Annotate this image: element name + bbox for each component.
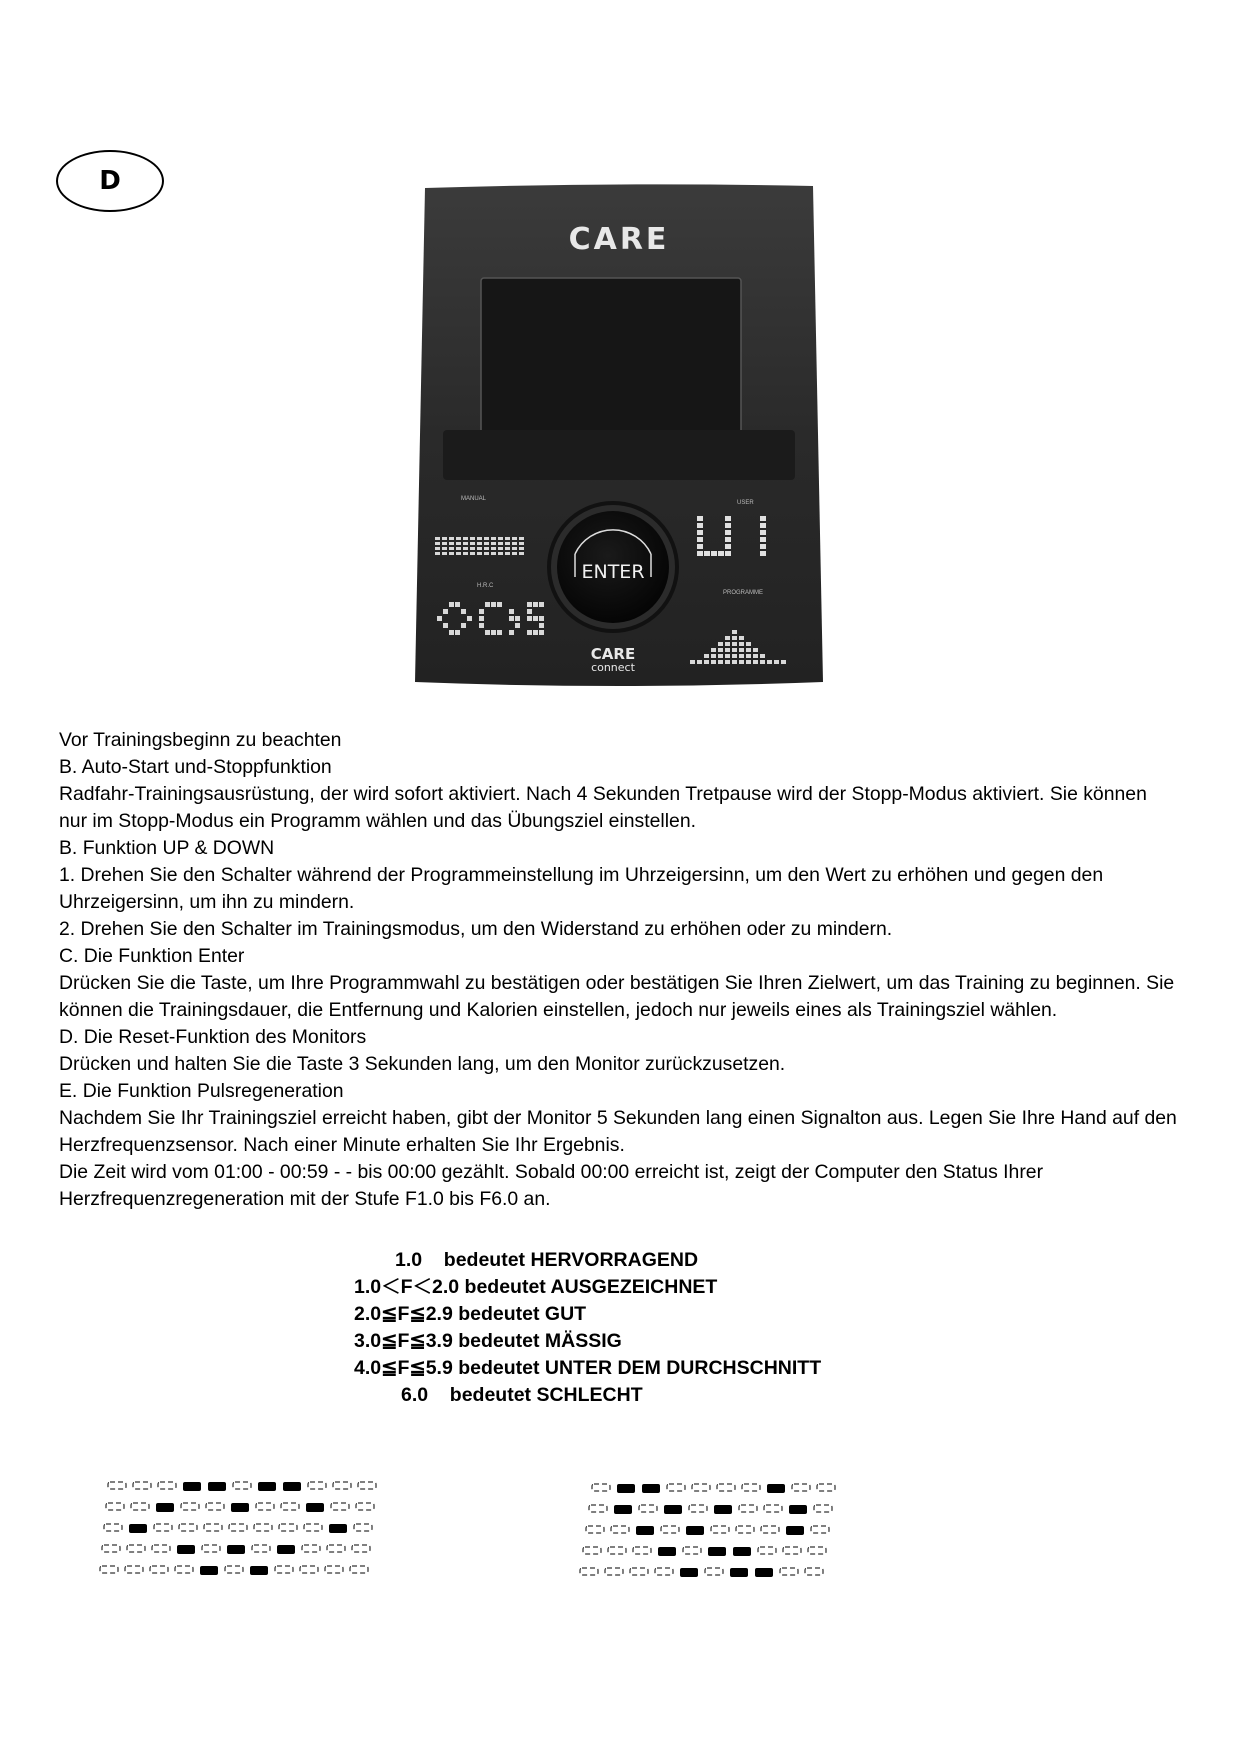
led-cell <box>484 542 489 545</box>
led-cell <box>704 654 709 658</box>
led-cell <box>449 630 454 635</box>
led-dot-off <box>302 1545 320 1552</box>
led-cell <box>484 537 489 540</box>
led-dot-off <box>254 1524 272 1531</box>
led-cell <box>498 547 503 550</box>
led-dot-off <box>308 1482 326 1489</box>
led-cell <box>497 630 502 635</box>
led-cell <box>760 523 766 528</box>
led-cell <box>456 552 461 555</box>
led-dot-off <box>764 1505 782 1512</box>
led-cell <box>435 542 440 545</box>
led-cell <box>479 623 484 628</box>
led-cell <box>477 552 482 555</box>
led-cell <box>443 623 448 628</box>
led-dot-off <box>780 1568 798 1575</box>
led-cell <box>515 623 520 628</box>
led-dot-on <box>733 1547 751 1556</box>
led-cell <box>455 630 460 635</box>
led-dot-off <box>633 1547 651 1554</box>
led-cell <box>732 654 737 658</box>
led-dot-off <box>100 1566 118 1573</box>
led-dot-on <box>177 1545 195 1554</box>
led-cell <box>760 537 766 542</box>
led-dot-on <box>767 1484 785 1493</box>
led-dot-off <box>639 1505 657 1512</box>
led-dot-on <box>708 1547 726 1556</box>
led-cell <box>512 547 517 550</box>
scale-line: 6.0 bedeutet SCHLECHT <box>401 1384 643 1406</box>
scale-line: 1.0 bedeutet HERVORRAGEND <box>395 1249 699 1271</box>
led-dot-off <box>104 1524 122 1531</box>
led-cell <box>485 630 490 635</box>
led-cell <box>718 654 723 658</box>
led-dot-off <box>327 1545 345 1552</box>
led-cell <box>725 544 731 549</box>
led-cell <box>725 636 730 640</box>
led-cell <box>739 660 744 664</box>
led-dot-off <box>225 1566 243 1573</box>
led-cell <box>498 542 503 545</box>
paragraph: Drücken Sie die Taste, um Ihre Programmwahl zu bestätigen oder bestätigen Sie Ihren Zielwert, um das Training zu beginnen. Sie können die Trainingsdauer, die Entfernung und Kalorien einstellen, jedoch nur jeweils eines als Trainingsziel wählen. <box>59 972 1175 1021</box>
led-dot-on <box>664 1505 682 1514</box>
led-dot-on <box>789 1505 807 1514</box>
led-cell <box>533 616 538 621</box>
paragraph: Drücken und halten Sie die Taste 3 Sekunden lang, um den Monitor zurückzusetzen. <box>59 1053 786 1075</box>
led-cell <box>509 616 514 621</box>
led-dot-on <box>617 1484 635 1493</box>
led-dot-off <box>811 1526 829 1533</box>
led-cell <box>463 542 468 545</box>
led-cell <box>509 609 514 614</box>
led-cell <box>443 609 448 614</box>
label-manual: MANUAL <box>461 496 487 502</box>
led-dot-on <box>658 1547 676 1556</box>
led-dot-off <box>352 1545 370 1552</box>
led-dot-off <box>300 1566 318 1573</box>
led-dot-on <box>686 1526 704 1535</box>
led-dot-off <box>592 1484 610 1491</box>
scale-line: 3.0≦F≦3.9 bedeutet MÄSSIG <box>354 1330 622 1352</box>
led-cell <box>442 552 447 555</box>
led-dot-off <box>108 1482 126 1489</box>
led-dot-off <box>692 1484 710 1491</box>
led-dot-off <box>586 1526 604 1533</box>
led-dot-off <box>739 1505 757 1512</box>
led-cell <box>491 552 496 555</box>
footer-sub: connect <box>591 661 635 674</box>
paragraph: D. Die Reset-Funktion des Monitors <box>59 1026 367 1048</box>
label-user: USER <box>737 500 754 506</box>
led-cell <box>539 616 544 621</box>
led-cell <box>718 648 723 652</box>
label-programme: PROGRAMME <box>723 590 764 596</box>
led-dot-on <box>183 1482 201 1491</box>
led-cell <box>711 654 716 658</box>
instructions-text <box>59 727 1179 1213</box>
led-dot-off <box>356 1503 374 1510</box>
led-cell <box>760 516 766 521</box>
led-dot-off <box>150 1566 168 1573</box>
led-cell <box>456 547 461 550</box>
led-cell <box>463 547 468 550</box>
led-cell <box>505 537 510 540</box>
led-cell <box>435 537 440 540</box>
led-cell <box>479 616 484 621</box>
led-cell <box>704 660 709 664</box>
monitor-screen <box>481 278 741 434</box>
led-cell <box>760 551 766 556</box>
led-cell <box>512 542 517 545</box>
led-cell <box>725 537 731 542</box>
section-badge <box>56 150 164 212</box>
led-cell <box>533 630 538 635</box>
led-cell <box>470 552 475 555</box>
led-cell <box>449 537 454 540</box>
led-dot-off <box>256 1503 274 1510</box>
led-cell <box>435 547 440 550</box>
monitor-photo <box>415 182 823 690</box>
led-dot-off <box>158 1482 176 1489</box>
led-dot-on <box>129 1524 147 1533</box>
led-cell <box>527 616 532 621</box>
led-dot-on <box>200 1566 218 1575</box>
led-cell <box>753 648 758 652</box>
led-cell <box>449 547 454 550</box>
led-dot-off <box>705 1568 723 1575</box>
recovery-scale <box>0 1247 1240 1409</box>
led-dot-off <box>204 1524 222 1531</box>
led-cell <box>505 552 510 555</box>
led-cell <box>739 642 744 646</box>
led-cell <box>697 544 703 549</box>
paragraph: 1. Drehen Sie den Schalter während der Programmeinstellung im Uhrzeigersinn, um den Wert zu erhöhen und gegen den Uhrzeigersinn, um ihn zu mindern. <box>59 864 1104 913</box>
led-cell <box>774 660 779 664</box>
led-cell <box>491 537 496 540</box>
led-dot-off <box>154 1524 172 1531</box>
led-cell <box>746 654 751 658</box>
led-cell <box>725 523 731 528</box>
led-cell <box>435 552 440 555</box>
paragraph: B. Funktion UP & DOWN <box>59 837 275 859</box>
led-cell <box>484 547 489 550</box>
paragraph: Die Zeit wird vom 01:00 - 00:59 - - bis 00:00 gezählt. Sobald 00:00 erreicht ist, zeigt der Computer den Status Ihrer Herzfrequenzregeneration mit der Stufe F1.0 bis F6.0 an. <box>59 1161 1044 1210</box>
led-cell <box>461 623 466 628</box>
led-cell <box>732 660 737 664</box>
led-cell <box>455 602 460 607</box>
led-dot-off <box>133 1482 151 1489</box>
led-cell <box>725 516 731 521</box>
led-pattern-left <box>92 1478 428 1594</box>
paragraph: Nachdem Sie Ihr Trainingsziel erreicht haben, gibt der Monitor 5 Sekunden lang einen Signalton aus. Legen Sie Ihre Hand auf den Herzfrequenzsensor. Nach einer Minute erhalten Sie Ihr Ergebnis. <box>59 1107 1177 1156</box>
led-cell <box>697 551 703 556</box>
led-cell <box>463 552 468 555</box>
led-dot-on <box>227 1545 245 1554</box>
led-cell <box>711 660 716 664</box>
led-cell <box>753 654 758 658</box>
section-badge-label: D <box>99 166 121 196</box>
led-cell <box>461 609 466 614</box>
led-cell <box>509 630 514 635</box>
led-dot-off <box>354 1524 372 1531</box>
led-cell <box>519 542 524 545</box>
led-cell <box>491 630 496 635</box>
led-dot-on <box>614 1505 632 1514</box>
led-dot-on <box>642 1484 660 1493</box>
led-cell <box>704 551 710 556</box>
led-dot-off <box>175 1566 193 1573</box>
led-dot-off <box>711 1526 729 1533</box>
led-cell <box>442 542 447 545</box>
led-cell <box>491 602 496 607</box>
led-cell <box>746 642 751 646</box>
led-cell <box>725 642 730 646</box>
led-cell <box>491 542 496 545</box>
led-cell <box>732 642 737 646</box>
led-cell <box>449 602 454 607</box>
led-cell <box>456 537 461 540</box>
led-cell <box>732 630 737 634</box>
led-dot-off <box>808 1547 826 1554</box>
led-cell <box>725 648 730 652</box>
led-dot-off <box>350 1566 368 1573</box>
led-dot-off <box>792 1484 810 1491</box>
led-cell <box>760 660 765 664</box>
led-cell <box>512 537 517 540</box>
led-cell <box>470 542 475 545</box>
led-cell <box>697 530 703 535</box>
led-dot-on <box>156 1503 174 1512</box>
paragraph: E. Die Funktion Pulsregeneration <box>59 1080 344 1102</box>
led-cell <box>449 542 454 545</box>
led-cell <box>690 660 695 664</box>
led-cell <box>497 602 502 607</box>
led-dot-on <box>250 1566 268 1575</box>
led-dot-off <box>630 1568 648 1575</box>
led-cell <box>519 537 524 540</box>
led-cell <box>498 537 503 540</box>
led-dot-off <box>717 1484 735 1491</box>
led-cell <box>539 602 544 607</box>
led-cell <box>505 547 510 550</box>
led-dot-off <box>106 1503 124 1510</box>
led-dot-off <box>275 1566 293 1573</box>
led-cell <box>463 537 468 540</box>
led-cell <box>449 552 454 555</box>
paragraph: B. Auto-Start und-Stoppfunktion <box>59 756 332 778</box>
enter-label: ENTER <box>581 561 645 583</box>
led-cell <box>519 552 524 555</box>
led-cell <box>760 530 766 535</box>
led-dot-on <box>755 1568 773 1577</box>
led-cell <box>519 547 524 550</box>
led-cell <box>725 654 730 658</box>
led-dot-off <box>252 1545 270 1552</box>
led-dot-off <box>589 1505 607 1512</box>
led-cell <box>732 648 737 652</box>
led-cell <box>527 630 532 635</box>
led-cell <box>781 660 786 664</box>
led-dot-on <box>306 1503 324 1512</box>
led-dot-off <box>179 1524 197 1531</box>
led-cell <box>746 648 751 652</box>
led-dot-off <box>202 1545 220 1552</box>
led-cell <box>725 660 730 664</box>
led-cell <box>437 616 442 621</box>
led-cell <box>739 654 744 658</box>
led-dot-off <box>206 1503 224 1510</box>
led-cell <box>527 602 532 607</box>
paragraph: Radfahr-Trainingsausrüstung, der wird sofort aktiviert. Nach 4 Sekunden Tretpause wird der Stopp-Modus aktiviert. Sie können nur im Stopp-Modus ein Programm wählen und das Übungsziel einstellen. <box>59 783 1147 832</box>
led-dot-on <box>208 1482 226 1491</box>
paragraph: C. Die Funktion Enter <box>59 945 245 967</box>
led-dot-on <box>277 1545 295 1554</box>
led-cell <box>484 552 489 555</box>
led-dot-on <box>714 1505 732 1514</box>
led-dot-off <box>736 1526 754 1533</box>
led-dot-off <box>761 1526 779 1533</box>
led-dot-off <box>655 1568 673 1575</box>
led-cell <box>767 660 772 664</box>
led-dot-off <box>805 1568 823 1575</box>
led-dot-off <box>608 1547 626 1554</box>
led-dot-off <box>661 1526 679 1533</box>
led-dot-off <box>814 1505 832 1512</box>
led-cell <box>498 552 503 555</box>
led-cell <box>697 516 703 521</box>
led-dot-off <box>325 1566 343 1573</box>
led-dot-off <box>689 1505 707 1512</box>
monitor-brand: CARE <box>568 222 670 257</box>
led-dot-off <box>181 1503 199 1510</box>
led-cell <box>539 623 544 628</box>
led-cell <box>697 523 703 528</box>
led-dot-on <box>329 1524 347 1533</box>
led-dot-off <box>131 1503 149 1510</box>
led-dot-off <box>125 1566 143 1573</box>
paragraph: 2. Drehen Sie den Schalter im Trainingsmodus, um den Widerstand zu erhöhen oder zu mindern. <box>59 918 893 940</box>
led-cell <box>467 616 472 621</box>
led-dot-on <box>231 1503 249 1512</box>
led-cell <box>512 552 517 555</box>
led-dot-off <box>281 1503 299 1510</box>
led-cell <box>697 537 703 542</box>
label-hrc: H.R.C <box>477 583 494 589</box>
led-cell <box>718 642 723 646</box>
led-cell <box>739 636 744 640</box>
led-dot-off <box>127 1545 145 1552</box>
led-cell <box>527 609 532 614</box>
led-cell <box>539 630 544 635</box>
led-dot-off <box>583 1547 601 1554</box>
led-cell <box>442 537 447 540</box>
led-dot-off <box>358 1482 376 1489</box>
led-cell <box>746 660 751 664</box>
led-dot-off <box>333 1482 351 1489</box>
led-cell <box>718 551 724 556</box>
led-cell <box>760 654 765 658</box>
led-cell <box>479 609 484 614</box>
led-dot-off <box>758 1547 776 1554</box>
led-dot-on <box>680 1568 698 1577</box>
led-cell <box>442 547 447 550</box>
led-dot-off <box>102 1545 120 1552</box>
paragraph: Vor Trainingsbeginn zu beachten <box>59 729 342 751</box>
led-cell <box>725 530 731 535</box>
led-cell <box>739 648 744 652</box>
led-cell <box>470 547 475 550</box>
led-cell <box>485 602 490 607</box>
led-cell <box>718 660 723 664</box>
led-cell <box>477 537 482 540</box>
led-dot-off <box>683 1547 701 1554</box>
led-cell <box>711 551 717 556</box>
led-pattern-right <box>572 1480 896 1596</box>
led-dot-off <box>611 1526 629 1533</box>
led-dot-off <box>229 1524 247 1531</box>
led-cell <box>697 660 702 664</box>
led-dot-off <box>580 1568 598 1575</box>
led-dot-on <box>786 1526 804 1535</box>
led-cell <box>725 551 731 556</box>
led-dot-off <box>605 1568 623 1575</box>
led-cell <box>732 636 737 640</box>
led-cell <box>711 648 716 652</box>
footer-brand: CARE <box>590 645 636 663</box>
led-dot-on <box>730 1568 748 1577</box>
led-cell <box>760 544 766 549</box>
scale-line: 2.0≦F≦2.9 bedeutet GUT <box>354 1303 587 1325</box>
led-cell <box>477 542 482 545</box>
led-cell <box>477 547 482 550</box>
led-dot-off <box>331 1503 349 1510</box>
led-dot-off <box>152 1545 170 1552</box>
led-cell <box>491 547 496 550</box>
led-cell <box>470 537 475 540</box>
scale-line: 1.0＜F＜2.0 bedeutet AUSGEZEICHNET <box>354 1276 718 1298</box>
led-dot-on <box>636 1526 654 1535</box>
led-dot-off <box>783 1547 801 1554</box>
led-cell <box>515 616 520 621</box>
led-cell <box>456 542 461 545</box>
led-dot-off <box>304 1524 322 1531</box>
led-cell <box>533 602 538 607</box>
led-cell <box>753 660 758 664</box>
led-dot-off <box>742 1484 760 1491</box>
led-dot-off <box>817 1484 835 1491</box>
monitor-tray <box>443 430 795 480</box>
led-cell <box>505 542 510 545</box>
led-dot-off <box>667 1484 685 1491</box>
led-dot-off <box>233 1482 251 1489</box>
led-dot-on <box>283 1482 301 1491</box>
scale-line: 4.0≦F≦5.9 bedeutet UNTER DEM DURCHSCHNITT <box>354 1357 822 1379</box>
led-dot-on <box>258 1482 276 1491</box>
led-dot-off <box>279 1524 297 1531</box>
